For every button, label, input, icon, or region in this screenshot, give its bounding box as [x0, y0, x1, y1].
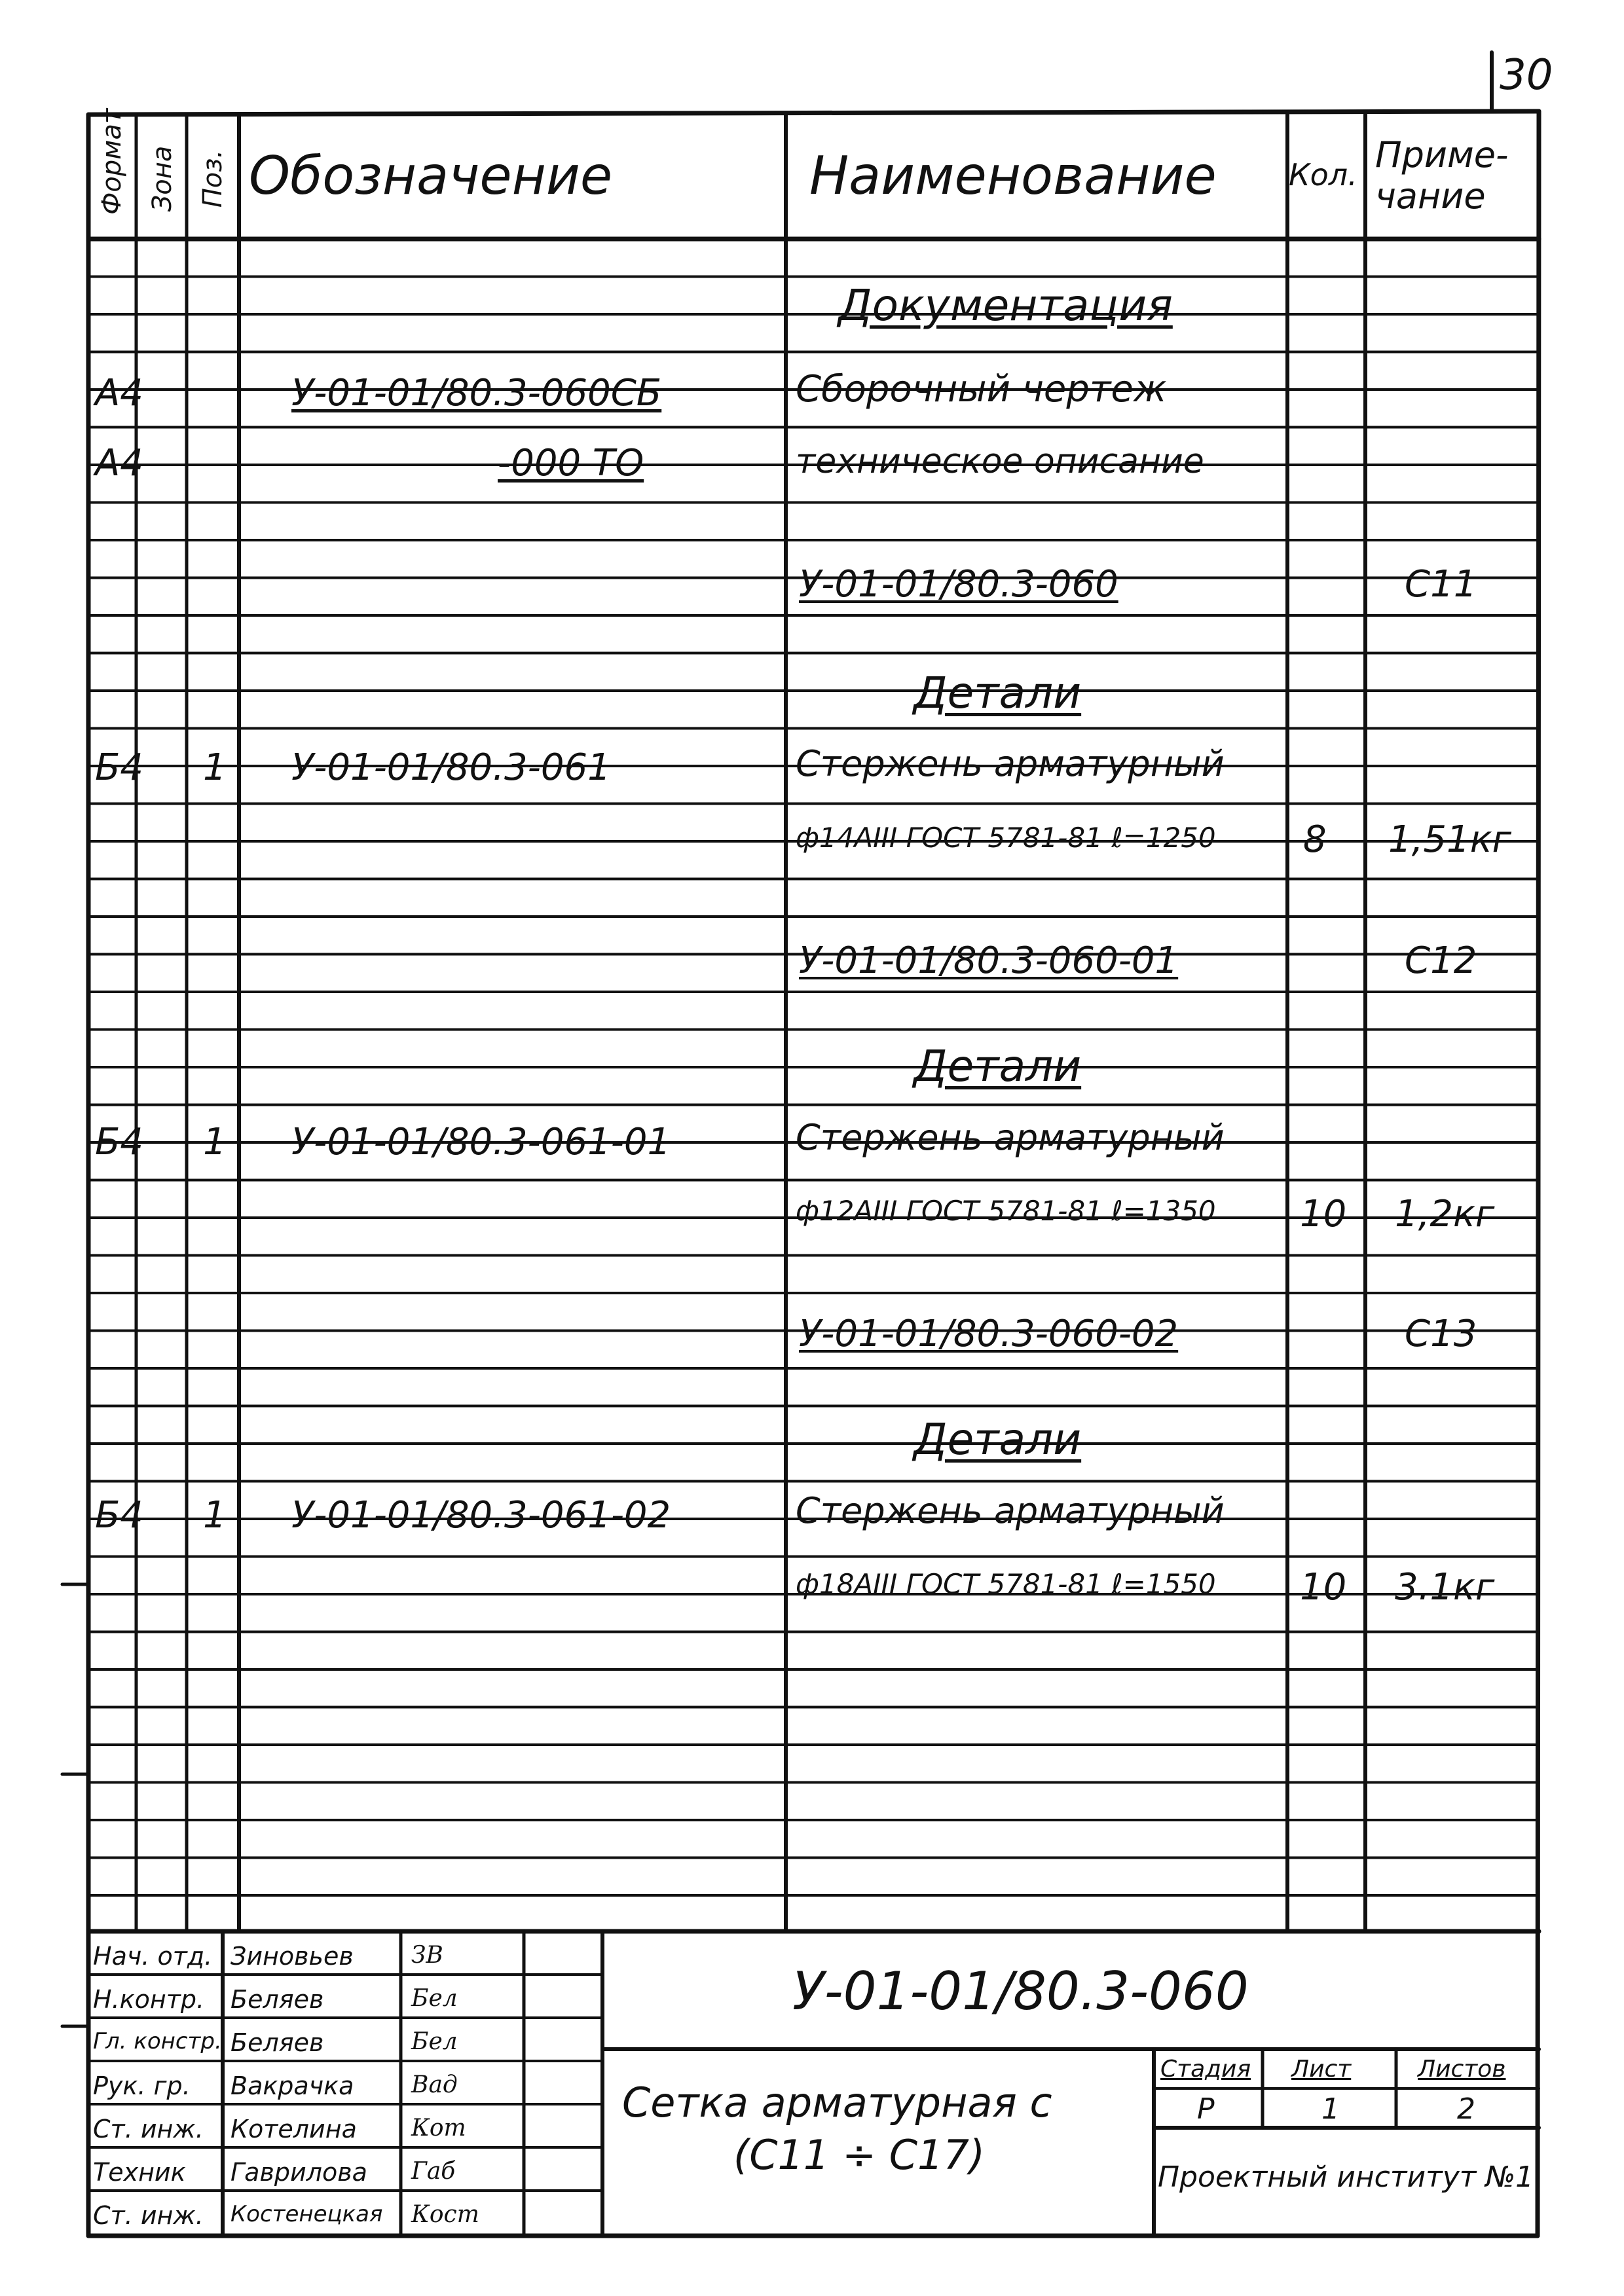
sheet-label: Лист — [1291, 2056, 1352, 2083]
title-block-signature: Вад — [411, 2071, 458, 2098]
header-note-line2: чание — [1375, 175, 1486, 217]
title-block-name: Беляев — [231, 2028, 324, 2057]
row-qty: 8 — [1303, 818, 1327, 861]
row-note: 3.1кг — [1395, 1566, 1495, 1609]
row-note: 1,51кг — [1388, 818, 1511, 861]
row-note: С11 — [1405, 563, 1477, 606]
title-block-name: Вакрачка — [231, 2071, 354, 2100]
title-block-role: Рук. гр. — [93, 2071, 191, 2100]
row-name: Стержень арматурный — [796, 1117, 1225, 1158]
row-name: ф12АIII ГОСТ 5781-81 ℓ=1350 — [796, 1195, 1216, 1227]
stage-value: Р — [1197, 2092, 1215, 2126]
title-block-name: Гаврилова — [231, 2158, 367, 2187]
title-block-signature: Бел — [411, 2028, 458, 2055]
section-details-title: Детали — [913, 1414, 1082, 1465]
row-designation: У-01-01/80.3-061-02 — [291, 1494, 671, 1537]
assembly-reference: У-01-01/80.3-060-02 — [799, 1313, 1179, 1355]
title-block-role: Гл. констр. — [93, 2028, 222, 2054]
title-block-signature: Габ — [411, 2158, 456, 2185]
sheet-number: 30 — [1500, 51, 1553, 100]
row-pos: 1 — [203, 1121, 227, 1163]
document-title-line1: Сетка арматурная с — [622, 2079, 1052, 2126]
section-documentation-title: Документация — [838, 280, 1173, 331]
section-details-title: Детали — [913, 668, 1082, 718]
row-qty: 10 — [1300, 1193, 1347, 1235]
assembly-reference: У-01-01/80.3-060 — [799, 563, 1118, 606]
row-name: ф18АIII ГОСТ 5781-81 ℓ=1550 — [796, 1568, 1216, 1600]
title-block-role: Ст. инж. — [93, 2115, 204, 2143]
organization-name: Проектный институт №1 — [1158, 2160, 1534, 2194]
assembly-reference: У-01-01/80.3-060-01 — [799, 939, 1179, 982]
title-block-signature: Бел — [411, 1985, 458, 2012]
title-block-name: Костенецкая — [231, 2201, 383, 2227]
row-note: 1,2кг — [1395, 1193, 1495, 1235]
header-designation: Обозначение — [249, 145, 613, 206]
header-zone: Зона — [147, 145, 177, 212]
document-code: У-01-01/80.3-060 — [792, 1961, 1249, 2022]
title-block-role: Ст. инж. — [93, 2201, 204, 2230]
sheets-value: 2 — [1457, 2092, 1475, 2126]
document-title-line2: (С11 ÷ С17) — [733, 2131, 986, 2179]
stage-label: Стадия — [1160, 2056, 1251, 2083]
header-name: Наименование — [809, 145, 1217, 206]
sheet-value: 1 — [1321, 2092, 1340, 2126]
title-block-name: Котелина — [231, 2115, 357, 2143]
title-block-signature: Кот — [411, 2115, 466, 2141]
title-block-signature: ЗВ — [411, 1942, 443, 1969]
header-qty: Кол. — [1289, 157, 1357, 192]
row-designation: -000 ТО — [498, 442, 644, 484]
row-format: Б4 — [95, 746, 144, 789]
header-note-line1: Приме- — [1375, 134, 1509, 175]
title-block-name: Беляев — [231, 1985, 324, 2014]
sheets-label: Листов — [1418, 2056, 1506, 2083]
header-pos: Поз. — [198, 149, 228, 208]
row-name: Сборочный чертеж — [796, 368, 1167, 410]
row-designation: У-01-01/80.3-061 — [291, 746, 611, 789]
row-note: С12 — [1405, 939, 1477, 982]
title-block-role: Техник — [93, 2158, 186, 2187]
title-block-name: Зиновьев — [231, 1942, 354, 1971]
row-name: техническое описание — [796, 442, 1204, 481]
header-format: Формат — [97, 108, 127, 215]
title-block-role: Н.контр. — [93, 1985, 205, 2014]
row-pos: 1 — [203, 1494, 227, 1537]
row-qty: 10 — [1300, 1566, 1347, 1609]
title-block-signature: Кост — [411, 2201, 479, 2228]
title-block-role: Нач. отд. — [93, 1942, 213, 1971]
section-details-title: Детали — [913, 1041, 1082, 1091]
row-format: А4 — [95, 442, 143, 484]
row-name: Стержень арматурный — [796, 743, 1225, 784]
row-format: А4 — [95, 372, 143, 414]
row-designation: У-01-01/80.3-060СБ — [291, 372, 662, 414]
row-name: ф14АIII ГОСТ 5781-81 ℓ=1250 — [796, 822, 1216, 854]
row-pos: 1 — [203, 746, 227, 789]
row-designation: У-01-01/80.3-061-01 — [291, 1121, 671, 1163]
row-format: Б4 — [95, 1494, 144, 1537]
row-note: С13 — [1405, 1313, 1477, 1355]
row-format: Б4 — [95, 1121, 144, 1163]
row-name: Стержень арматурный — [796, 1490, 1225, 1531]
